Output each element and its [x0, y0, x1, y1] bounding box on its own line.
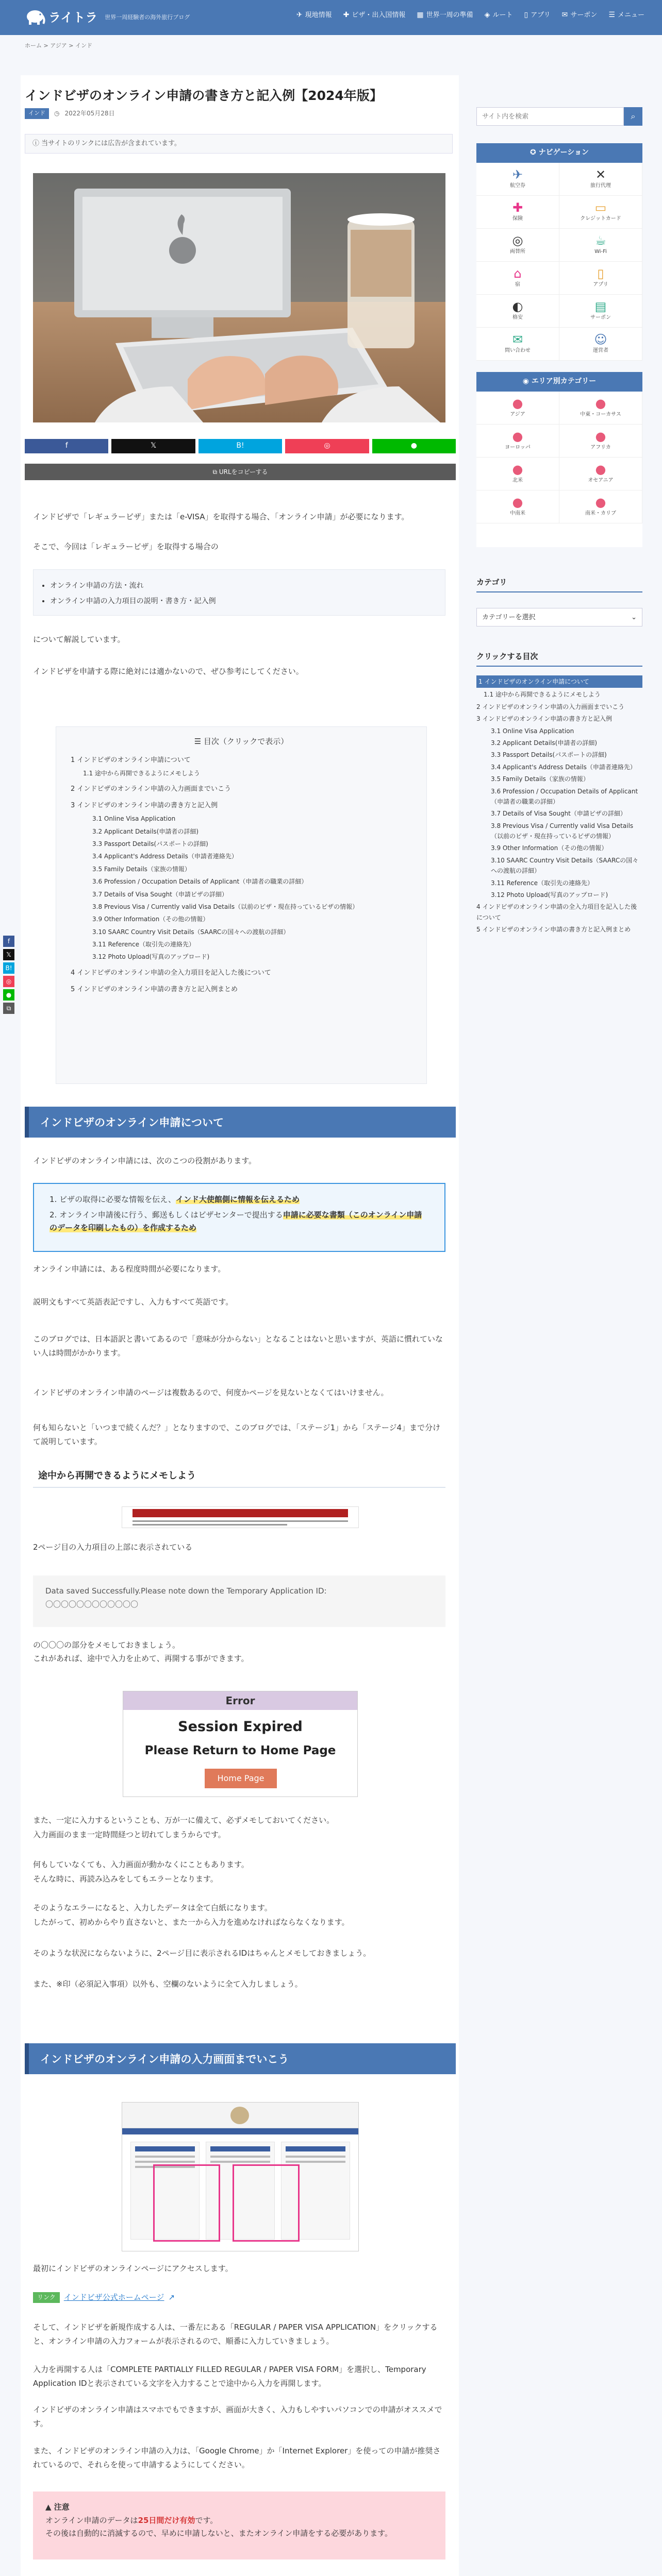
sidebar-toc-item[interactable]: 4 インドビザのオンライン申請の全入力項目を記入した後について	[476, 903, 637, 921]
category-select[interactable]: カテゴリーを選択 ⌄	[476, 608, 642, 626]
map-pin-icon: ●	[595, 462, 606, 477]
section1-paragraph-4: このブログでは、日本語訳と書いてあるので「意味が分からない」となることはないと思いますが、英語に慣れていない人は時間がかかります。	[33, 1334, 443, 1358]
global-nav-item[interactable]	[296, 9, 332, 22]
search-button[interactable]	[624, 107, 642, 126]
sidebar-toc-item[interactable]: 3.7 Details of Visa Sought（申請ビザの詳細）	[491, 810, 626, 818]
section2-paragraph-5: また、インドビザのオンライン申請の入力は、「Google Chrome」か「Internet Explorer」を使っての申請が推奨されているので、それらを使って申請するようにしてください。	[33, 2446, 441, 2469]
grid-item-label: 中東・コーカサス	[580, 412, 621, 418]
elephant-logo-icon	[25, 8, 45, 27]
nav-label: メニュー	[617, 11, 644, 19]
sidebar-toc-item[interactable]: 3.10 SAARC Country Visit Details（SAARCの国々への渡航の詳細）	[491, 856, 639, 875]
nav-grid-item[interactable]	[559, 229, 642, 262]
nav-label: アプリ	[531, 11, 551, 19]
key-point-1: 1. ビザの取得に必要な情報を伝え、インド大使館側に情報を伝えるため	[49, 1195, 300, 1204]
nav-item-icon: ◎	[512, 233, 523, 248]
key-point-2: 2. オンライン申請後に行う、郵送もしくはビザセンターで提出する申請に必要な書類（このオンライン申請のデータを印刷したもの）を作成するため	[49, 1210, 422, 1232]
sub1-paragraph-3: これがあれば、途中で入力を止めて、再開する事ができます。	[33, 1654, 249, 1663]
map-pin-icon: ●	[512, 429, 523, 444]
section2-paragraph-4: インドビザのオンライン申請はスマホでもできますが、画面が大きく、入力もしやすいパソコンでの申請がオススメです。	[33, 2405, 442, 2428]
area-grid-item[interactable]	[476, 490, 559, 523]
list-item: • オンライン申請の方法・流れ	[50, 580, 428, 592]
nav-grid-item[interactable]	[476, 328, 559, 361]
chevron-down-icon: ⌄	[631, 614, 637, 621]
nav-grid-item[interactable]	[476, 163, 559, 196]
sub1-paragraph-11: また、※印（必須記入事項）以外も、空欄のないように全て入力しましょう。	[33, 1979, 303, 1989]
sidebar-search	[476, 107, 642, 126]
nav-item-icon: ▯	[597, 266, 604, 281]
area-grid-item[interactable]	[476, 457, 559, 490]
warning-icon: ▲	[45, 2502, 54, 2512]
nav-label: サーポン	[570, 11, 598, 19]
global-nav	[296, 9, 644, 22]
toc-item[interactable]: 3.7 Details of Visa Sought（申請ビザの詳細）	[92, 890, 228, 898]
toc-item[interactable]: 3.2 Applicant Details(申請者の詳細)	[92, 827, 199, 835]
section1-paragraph-6: 何も知らないと「いつまで続くんだ？」となりますので、このブログでは、「ステージ1」から「ステージ4」まで分けて説明しています。	[33, 1423, 441, 1446]
grid-item-label: 南米・カリブ	[585, 511, 616, 517]
section1-paragraph-2: オンライン申請には、ある程度時間が必要になります。	[33, 1264, 226, 1274]
nav-item-icon: ✈	[512, 167, 523, 182]
area-category-title: ◉ エリア別カテゴリー	[476, 372, 642, 392]
emblem-icon	[230, 2107, 249, 2124]
temporary-id-placeholder: 〇〇〇〇〇〇〇〇〇〇〇〇	[45, 1599, 139, 1609]
toc-list	[71, 755, 412, 996]
hero-image	[33, 173, 445, 422]
copy-url-button[interactable]: ⧉ URLをコピーする	[25, 464, 456, 480]
map-pin-icon: ●	[512, 462, 523, 477]
nav-grid-item[interactable]	[476, 229, 559, 262]
nav-icon: ☰	[608, 11, 615, 19]
nav-label: 現地情報	[305, 11, 332, 19]
nav-icon: ✉	[561, 11, 568, 19]
breadcrumb[interactable]: ホーム > アジア > インド	[25, 42, 92, 49]
x-share-button[interactable]: 𝕏	[3, 949, 14, 960]
toc-item[interactable]: 5 インドビザのオンライン申請の書き方と記入例まとめ	[71, 985, 238, 993]
sub1-paragraph-1: 2ページ目の入力項目の上部に表示されている	[33, 1543, 193, 1552]
sub1-paragraph-4: また、一定に入力するということも、万が一に備えて、必ずメモしておいてください。	[33, 1816, 335, 1825]
grid-item-label: アジア	[510, 412, 525, 418]
nav-label: ビザ・出入国情報	[352, 11, 406, 19]
section-heading-2: インドビザのオンライン申請の入力画面までいこう	[25, 2043, 456, 2074]
grid-item-label: 中南米	[510, 511, 525, 517]
grid-item-label: Wi-Fi	[594, 249, 607, 255]
sidebar-toc-item[interactable]: 3.4 Applicant's Address Details（申請者連絡先）	[491, 763, 636, 771]
toc-item[interactable]: 3.6 Profession / Occupation Details of Applicant（申請者の職業の詳細）	[92, 878, 308, 886]
site-logo[interactable]	[25, 6, 190, 29]
globe-icon: ◉	[522, 377, 532, 386]
sidebar-toc-item[interactable]: 3.11 Reference（取引先の連絡先）	[491, 879, 593, 887]
link-tag: リンク	[33, 2292, 60, 2303]
grid-item-label: 旅行代理	[590, 183, 611, 189]
section2-paragraph-3: 入力を再開する人は「COMPLETE PARTIALLY FILLED REGULAR / PAPER VISA FORM」を選択し、Temporary Application IDと表示されている文字を入力することで途中から入力を再開します。	[33, 2365, 426, 2388]
section1-paragraph-1: インドビザのオンライン申請には、次のこつの役割があります。	[33, 1156, 257, 1165]
nav-item-icon: ☕	[595, 233, 606, 248]
intro-paragraph-2: そこで、今回は「レギュラービザ」を取得する場合の	[33, 542, 219, 551]
nav-grid-item[interactable]	[559, 328, 642, 361]
grid-item-label: 運営者	[593, 348, 608, 354]
grid-item-label: 保険	[512, 216, 523, 222]
area-grid-item[interactable]	[559, 490, 642, 523]
sub1-paragraph-10: そのような状況にならないように、2ページ目に表示されるIDはちゃんとメモしておきましょう。	[33, 1948, 371, 1958]
nav-item-icon: ▭	[594, 200, 607, 215]
line-share-button[interactable]: ●	[3, 989, 14, 1001]
info-icon: ⓘ	[32, 140, 42, 147]
navigation-widget	[476, 143, 642, 361]
hero-photo-illustration	[33, 173, 445, 422]
search-input[interactable]	[476, 107, 624, 126]
nav-icon: ✚	[343, 11, 350, 19]
sidebar-toc-item[interactable]: 3.12 Photo Upload(写真のアップロード)	[491, 891, 608, 899]
category-heading: カテゴリ	[476, 576, 642, 592]
nav-item-icon: ✕	[595, 167, 606, 182]
nav-icon: ▦	[417, 11, 424, 19]
subsection-heading-1-1: 途中から再開できるようにメモしよう	[33, 1463, 445, 1488]
highlight-box	[233, 2164, 300, 2242]
category-badge[interactable]: インド	[25, 108, 49, 119]
sidebar-toc-item[interactable]: 3 インドビザのオンライン申請の書き方と記入例	[476, 715, 613, 723]
pr-notice: ⓘ 当サイトのリンクには広告が含まれています。	[25, 134, 453, 154]
toc-item[interactable]: 3.3 Passport Details(パスポートの詳細)	[92, 840, 208, 848]
global-nav-item[interactable]	[485, 9, 513, 22]
toc-item[interactable]: 1.1 途中から再開できるようにメモしよう	[83, 769, 200, 777]
nav-item-icon: ✉	[512, 332, 523, 347]
facebook-share-button[interactable]: f	[3, 936, 14, 947]
sidebar-toc-item[interactable]: 1 インドビザのオンライン申請について	[476, 675, 642, 688]
nav-grid-item[interactable]	[559, 295, 642, 328]
intro-paragraph-1: インドビザで「レギュラービザ」または「e-VISA」を取得する場合、「オンライン申請」が必要になります。	[33, 512, 409, 521]
intro-list	[33, 569, 445, 616]
caution-box	[33, 2492, 445, 2560]
toc-item[interactable]: 2 インドビザのオンライン申請の入力画面までいこう	[71, 785, 231, 793]
nav-grid-item[interactable]	[476, 295, 559, 328]
page-title: インドビザのオンライン申請の書き方と記入例【2024年版】	[25, 88, 383, 103]
caution-line-1: オンライン申請のデータは25日間だけ有効です。	[45, 2515, 218, 2525]
screenshot-line	[133, 1524, 287, 1526]
grid-item-label: ヨーロッパ	[505, 445, 531, 451]
sidebar-toc-item[interactable]: 1.1 途中から再開できるようにメモしよう	[484, 691, 601, 699]
table-of-contents	[56, 726, 427, 1084]
official-link-row	[33, 2291, 445, 2304]
nav-grid-item[interactable]	[476, 196, 559, 229]
grid-item-label: 格安	[512, 315, 523, 321]
pocket-share-button[interactable]: ◎	[3, 976, 14, 987]
list-icon: ☰	[194, 737, 204, 746]
map-pin-icon: ●	[512, 396, 523, 411]
screenshot-red-bar	[133, 1509, 348, 1517]
sub1-paragraph-5: 入力画面のまま一定時間経つと切れてしまうからです。	[33, 1830, 226, 1839]
sub1-paragraph-9: したがって、初めからやり直さないと、また一から入力を進めなければならなくなります。	[33, 1918, 350, 1927]
sidebar-toc	[476, 674, 642, 937]
sidebar-toc-item[interactable]: 3.6 Profession / Occupation Details of Applicant（申請者の職業の詳細）	[491, 787, 638, 805]
sub1-paragraph-7: そんな時に、再読み込みをしてもエラーとなります。	[33, 1874, 218, 1884]
area-grid-item[interactable]	[559, 392, 642, 425]
site-name: ライトラ	[48, 10, 98, 25]
nav-item-icon: ▤	[594, 299, 607, 314]
share-buttons	[25, 439, 456, 453]
area-grid-item[interactable]	[476, 392, 559, 425]
toc-item[interactable]: 3.12 Photo Upload(写真のアップロード)	[92, 953, 210, 961]
sidebar-toc-item[interactable]: 2 インドビザのオンライン申請の入力画面までいこう	[476, 703, 625, 710]
section1-paragraph-5: インドビザのオンライン申請のページは複数あるので、何度かページを見ないとなくてはいけません。	[33, 1388, 389, 1397]
toc-item[interactable]: 1 インドビザのオンライン申請について	[71, 756, 191, 764]
global-nav-item[interactable]	[343, 9, 406, 22]
toc-item[interactable]: 4 インドビザのオンライン申請の全入力項目を記入した後について	[71, 969, 271, 977]
grid-item-label: クレジットカード	[580, 216, 621, 222]
nav-icon: ◈	[484, 11, 490, 19]
saved-message: Data saved Successfully.Please note down the Temporary Application ID:	[45, 1586, 327, 1596]
area-grid	[476, 392, 642, 523]
sidebar-toc-item[interactable]: 3.9 Other Information（その他の情報）	[491, 844, 608, 852]
list-item: • オンライン申請の入力項目の説明・書き方・記入例	[50, 596, 428, 608]
error-title: Error	[123, 1691, 357, 1710]
saved-message-quote	[33, 1575, 445, 1627]
area-grid-item[interactable]	[476, 425, 559, 457]
sub1-paragraph-6: 何もしていなくても、入力画面が動かなくにこともあります。	[33, 1860, 249, 1869]
post-meta	[25, 108, 115, 119]
nav-grid-item[interactable]	[559, 196, 642, 229]
facebook-share-button[interactable]: f	[25, 439, 108, 453]
copy-icon: ⧉	[212, 468, 219, 476]
session-expired-screenshot	[123, 1691, 358, 1797]
nav-item-icon: ⌂	[514, 266, 522, 281]
sub1-paragraph-2: の〇〇〇の部分をメモしておきましょう。	[33, 1640, 180, 1650]
nav-item-icon: ✚	[512, 200, 523, 215]
section1-paragraph-3: 説明文もすべて英語表記ですし、入力もすべて英語です。	[33, 1297, 234, 1307]
site-tagline: 世界一周経験者の海外旅行ブログ	[105, 13, 190, 21]
error-line-2: Please Return to Home Page	[144, 1743, 336, 1757]
section2-paragraph-1: 最初にインドビザのオンラインページにアクセスします。	[33, 2264, 233, 2273]
nav-icon: ▯	[524, 11, 528, 19]
grid-item-label: 航空券	[510, 183, 525, 189]
screenshot-navbar	[122, 2128, 358, 2134]
nav-grid-item[interactable]	[559, 163, 642, 196]
sidebar-toc-item[interactable]: 3.5 Family Details（家族の情報）	[491, 775, 589, 783]
toc-item[interactable]: 3 インドビザのオンライン申請の書き方と記入例	[71, 802, 218, 810]
grid-item-label: オセアニア	[588, 478, 614, 484]
grid-item-label: 宿	[515, 282, 520, 288]
nav-grid-item[interactable]	[476, 262, 559, 295]
sidebar-toc-item[interactable]: 3.2 Applicant Details(申請者の詳細)	[491, 739, 598, 747]
nav-label: 世界一周の準備	[426, 11, 473, 19]
toc-item[interactable]: 3.10 SAARC Country Visit Details（SAARCの国々への渡航の詳細）	[92, 928, 290, 936]
toc-title[interactable]: ☰ 目次（クリックで表示）	[194, 737, 289, 746]
grid-item-label: 両替所	[510, 249, 525, 255]
map-pin-icon: ●	[595, 396, 606, 411]
map-pin-icon: ●	[595, 495, 606, 510]
toc-item[interactable]: 3.11 Reference（取引先の連絡先）	[92, 941, 195, 948]
navigation-title: ✪ ナビゲーション	[476, 143, 642, 163]
hatena-share-button[interactable]: B!	[198, 439, 282, 453]
global-nav-item[interactable]	[417, 9, 473, 22]
caution-title: ▲ 注意	[45, 2502, 70, 2512]
sidebar-toc-item[interactable]: 3.3 Passport Details(パスポートの詳細)	[491, 751, 607, 759]
global-nav-item[interactable]	[524, 9, 550, 22]
screenshot-header	[122, 2103, 358, 2128]
compass-icon: ✪	[529, 148, 539, 157]
site-header	[0, 0, 662, 35]
nav-grid-item[interactable]	[559, 262, 642, 295]
error-line-1: Session Expired	[178, 1719, 303, 1735]
toc-item[interactable]: 3.4 Applicant's Address Details（申請者連絡先）	[92, 853, 238, 860]
map-pin-icon: ●	[595, 429, 606, 444]
nav-icon: ✈	[296, 11, 303, 19]
area-category-widget	[476, 372, 642, 547]
toc-item[interactable]: 3.5 Family Details（家族の情報）	[92, 865, 191, 873]
intro-paragraph-4: インドビザを申請する際に絶対には適かないので、ぜひ参考にしてください。	[33, 667, 304, 676]
sidebar-toc-item[interactable]: 5 インドビザのオンライン申請の書き方と記入例まとめ	[476, 926, 631, 934]
section-heading-1: インドビザのオンライン申請について	[25, 1107, 456, 1138]
sidebar-toc-heading: クリックする目次	[476, 650, 642, 667]
post-date: 2022年05月28日	[64, 110, 115, 117]
external-link-icon: ↗	[168, 2293, 175, 2302]
key-points-box	[33, 1183, 445, 1252]
grid-item-label: サーポン	[590, 315, 611, 321]
nav-label: ルート	[492, 11, 513, 19]
nav-item-icon: ☺	[594, 332, 607, 347]
map-pin-icon: ●	[512, 495, 523, 510]
toc-item[interactable]: 3.9 Other Information（その他の情報）	[92, 916, 209, 923]
search-icon: ⌕	[631, 111, 636, 122]
grid-item-label: 北米	[512, 478, 523, 484]
section2-paragraph-2: そして、インドビザを新規作成する人は、一番左にある「REGULAR / PAPER VISA APPLICATION」をクリックすると、オンライン申請の入力フォームが表示されるので、順番に入力していきましょう。	[33, 2323, 438, 2346]
copy-icon[interactable]: ⧉	[3, 1003, 14, 1014]
line-share-button[interactable]: ●	[372, 439, 456, 453]
home-page-button: Home Page	[205, 1769, 277, 1788]
global-nav-item[interactable]	[562, 9, 598, 22]
visa-homepage-screenshot	[122, 2102, 359, 2251]
sub1-paragraph-8: そのようなエラーになると、入力したデータは全て白紙になります。	[33, 1903, 272, 1912]
toc-item[interactable]: 3.8 Previous Visa / Currently valid Visa Details（以前のビザ・現在持っているビザの情報）	[92, 903, 359, 910]
highlight-box	[153, 2164, 220, 2242]
x-share-button[interactable]: 𝕏	[111, 439, 195, 453]
nav-item-icon: ◐	[512, 299, 523, 314]
screenshot-line	[133, 1520, 348, 1522]
temporary-id-screenshot	[122, 1506, 359, 1528]
sidebar-toc-item[interactable]: 3.1 Online Visa Application	[491, 727, 574, 735]
area-grid-item[interactable]	[559, 457, 642, 490]
floating-share-bar	[3, 936, 14, 1014]
toc-item[interactable]: 3.1 Online Visa Application	[92, 815, 176, 823]
hatena-share-button[interactable]: B!	[3, 962, 14, 974]
navigation-grid	[476, 163, 642, 361]
grid-item-label: アフリカ	[590, 445, 611, 451]
global-nav-item[interactable]	[608, 9, 644, 22]
pocket-share-button[interactable]: ◎	[285, 439, 369, 453]
clock-icon: ◷	[54, 110, 60, 117]
area-grid-item[interactable]	[559, 425, 642, 457]
grid-item-label: 問い合わせ	[505, 348, 531, 354]
caution-line-2: その後は自動的に消滅するので、早めに申請しないと、またオンライン申請をする必要があります。	[45, 2529, 393, 2538]
sidebar-toc-item[interactable]: 3.8 Previous Visa / Currently valid Visa Details（以前のビザ・現在持っているビザの情報）	[491, 822, 634, 840]
intro-paragraph-3: について解説しています。	[33, 635, 125, 644]
official-site-link[interactable]: インドビザ公式ホームページ	[63, 2293, 164, 2302]
grid-item-label: アプリ	[593, 282, 608, 288]
